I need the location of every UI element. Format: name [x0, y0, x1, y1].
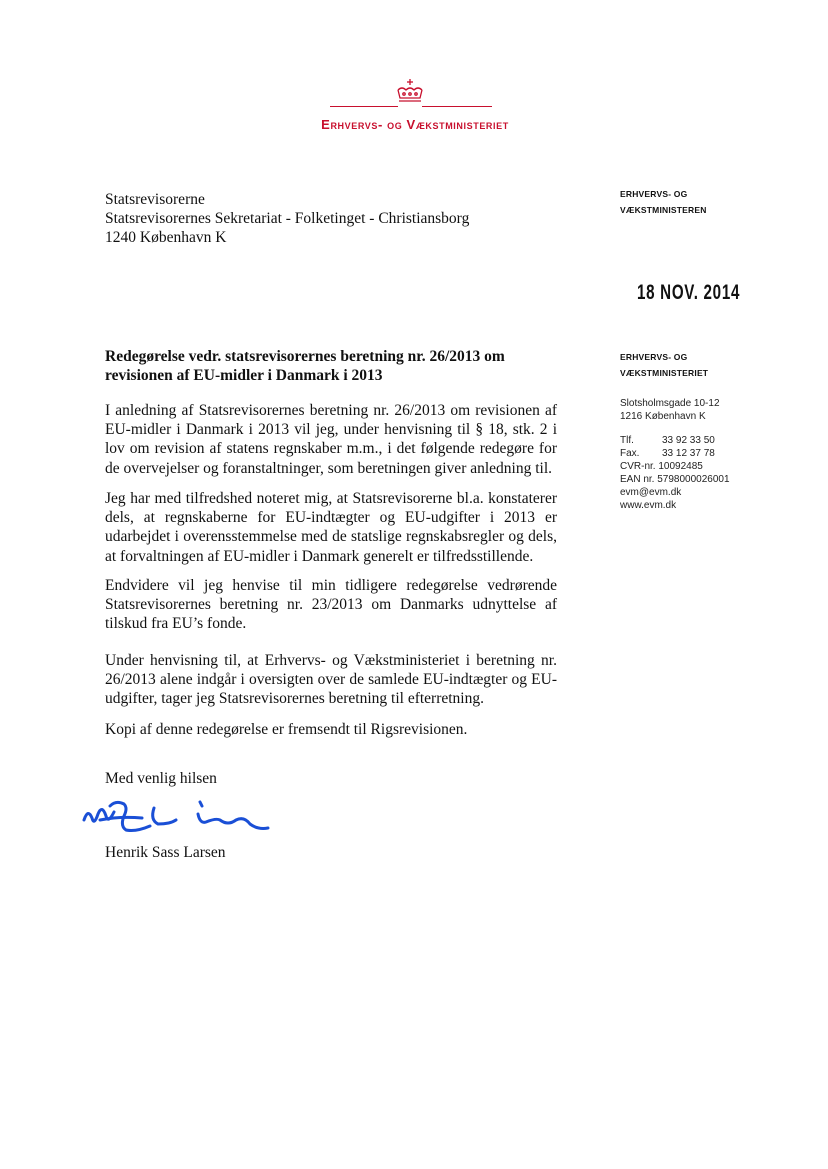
sender-minister-line-1: ERHVERVS- OG — [620, 189, 688, 199]
letterhead-rule-left — [330, 106, 398, 107]
body-paragraph: I anledning af Statsrevisorernes beretning nr. 26/2013 om revisionen af EU-midler i Danmark i 2013 vil jeg, under henvisning til § 18, stk. 2 i lov om revision af statens regnskaber m.m., i det følgende redegøre for de overvejelser og foranstaltninger, som beretningen giver anledning til. — [105, 402, 557, 477]
royal-crown-icon — [392, 78, 428, 106]
recipient-line-3: 1240 København K — [105, 229, 227, 246]
contact-phone-row — [620, 434, 730, 447]
sender-minister-line-2: VÆKSTMINISTEREN — [620, 205, 707, 215]
body-paragraph: Under henvisning til, at Erhvervs- og Vækstministeriet i beretning nr. 26/2013 alene indgår i oversigten over de samlede EU-indtægter og EU-udgifter, tager jeg Statsrevisorernes beretning til efterretning. — [105, 652, 557, 708]
contact-details — [620, 397, 730, 512]
sender-ministry-block — [620, 349, 708, 381]
body-paragraph: Jeg har med tilfredshed noteret mig, at Statsrevisorerne bl.a. konstaterer dels, at regnskaberne for EU-indtægter og EU-udgifter i 2013 er udarbejdet i overensstemmelse med de statslige regnskabsregler og dels, at forvaltningen af EU-midler i Danmark generelt er tilfredsstillende. — [105, 490, 557, 565]
recipient-line-1: Statsrevisorerne — [105, 191, 205, 208]
contact-cvr: 10092485 — [658, 461, 703, 472]
contact-city: 1216 København K — [620, 411, 706, 422]
handwritten-signature — [80, 790, 280, 850]
contact-email: evm@evm.dk — [620, 487, 682, 498]
body-paragraph: Endvidere vil jeg henvise til min tidligere redegørelse vedrørende Statsrevisorernes beretning nr. 23/2013 om Danmarks udnyttelse af tilskud fra EU’s fonde. — [105, 577, 557, 633]
sender-ministry-line-2: VÆKSTMINISTERIET — [620, 368, 709, 378]
contact-web: www.evm.dk — [620, 500, 677, 511]
letter-subject: Redegørelse vedr. statsrevisorernes beretning nr. 26/2013 om revisionen af EU-midler i Danmark i 2013 — [105, 348, 505, 384]
contact-ean: 5798000026001 — [657, 474, 730, 485]
body-paragraph: Kopi af denne redegørelse er fremsendt til Rigsrevisionen. — [105, 721, 468, 738]
contact-phone: 33 92 33 50 — [662, 435, 715, 446]
letterhead-rule-right — [422, 106, 492, 107]
contact-cvr-row — [620, 460, 730, 473]
closing-salutation: Med venlig hilsen — [105, 770, 217, 787]
date-stamp: 18 NOV. 2014 — [637, 281, 741, 304]
ministry-logo-title: Erhvervs- og Vækstministeriet — [321, 117, 509, 132]
contact-fax-row — [620, 447, 730, 460]
contact-fax-label: Fax. — [620, 448, 640, 459]
contact-fax: 33 12 37 78 — [662, 448, 715, 459]
recipient-line-2: Statsrevisorernes Sekretariat - Folketinget - Christiansborg — [105, 210, 470, 227]
contact-street: Slotsholmsgade 10-12 — [620, 398, 720, 409]
contact-phone-label: Tlf. — [620, 435, 634, 446]
sender-minister-block — [620, 186, 707, 218]
sender-ministry-line-1: ERHVERVS- OG — [620, 352, 688, 362]
contact-ean-label: EAN nr. — [620, 474, 655, 485]
contact-ean-row — [620, 473, 730, 486]
signer-name: Henrik Sass Larsen — [105, 844, 226, 861]
recipient-address — [105, 190, 469, 247]
contact-cvr-label: CVR-nr. — [620, 461, 656, 472]
